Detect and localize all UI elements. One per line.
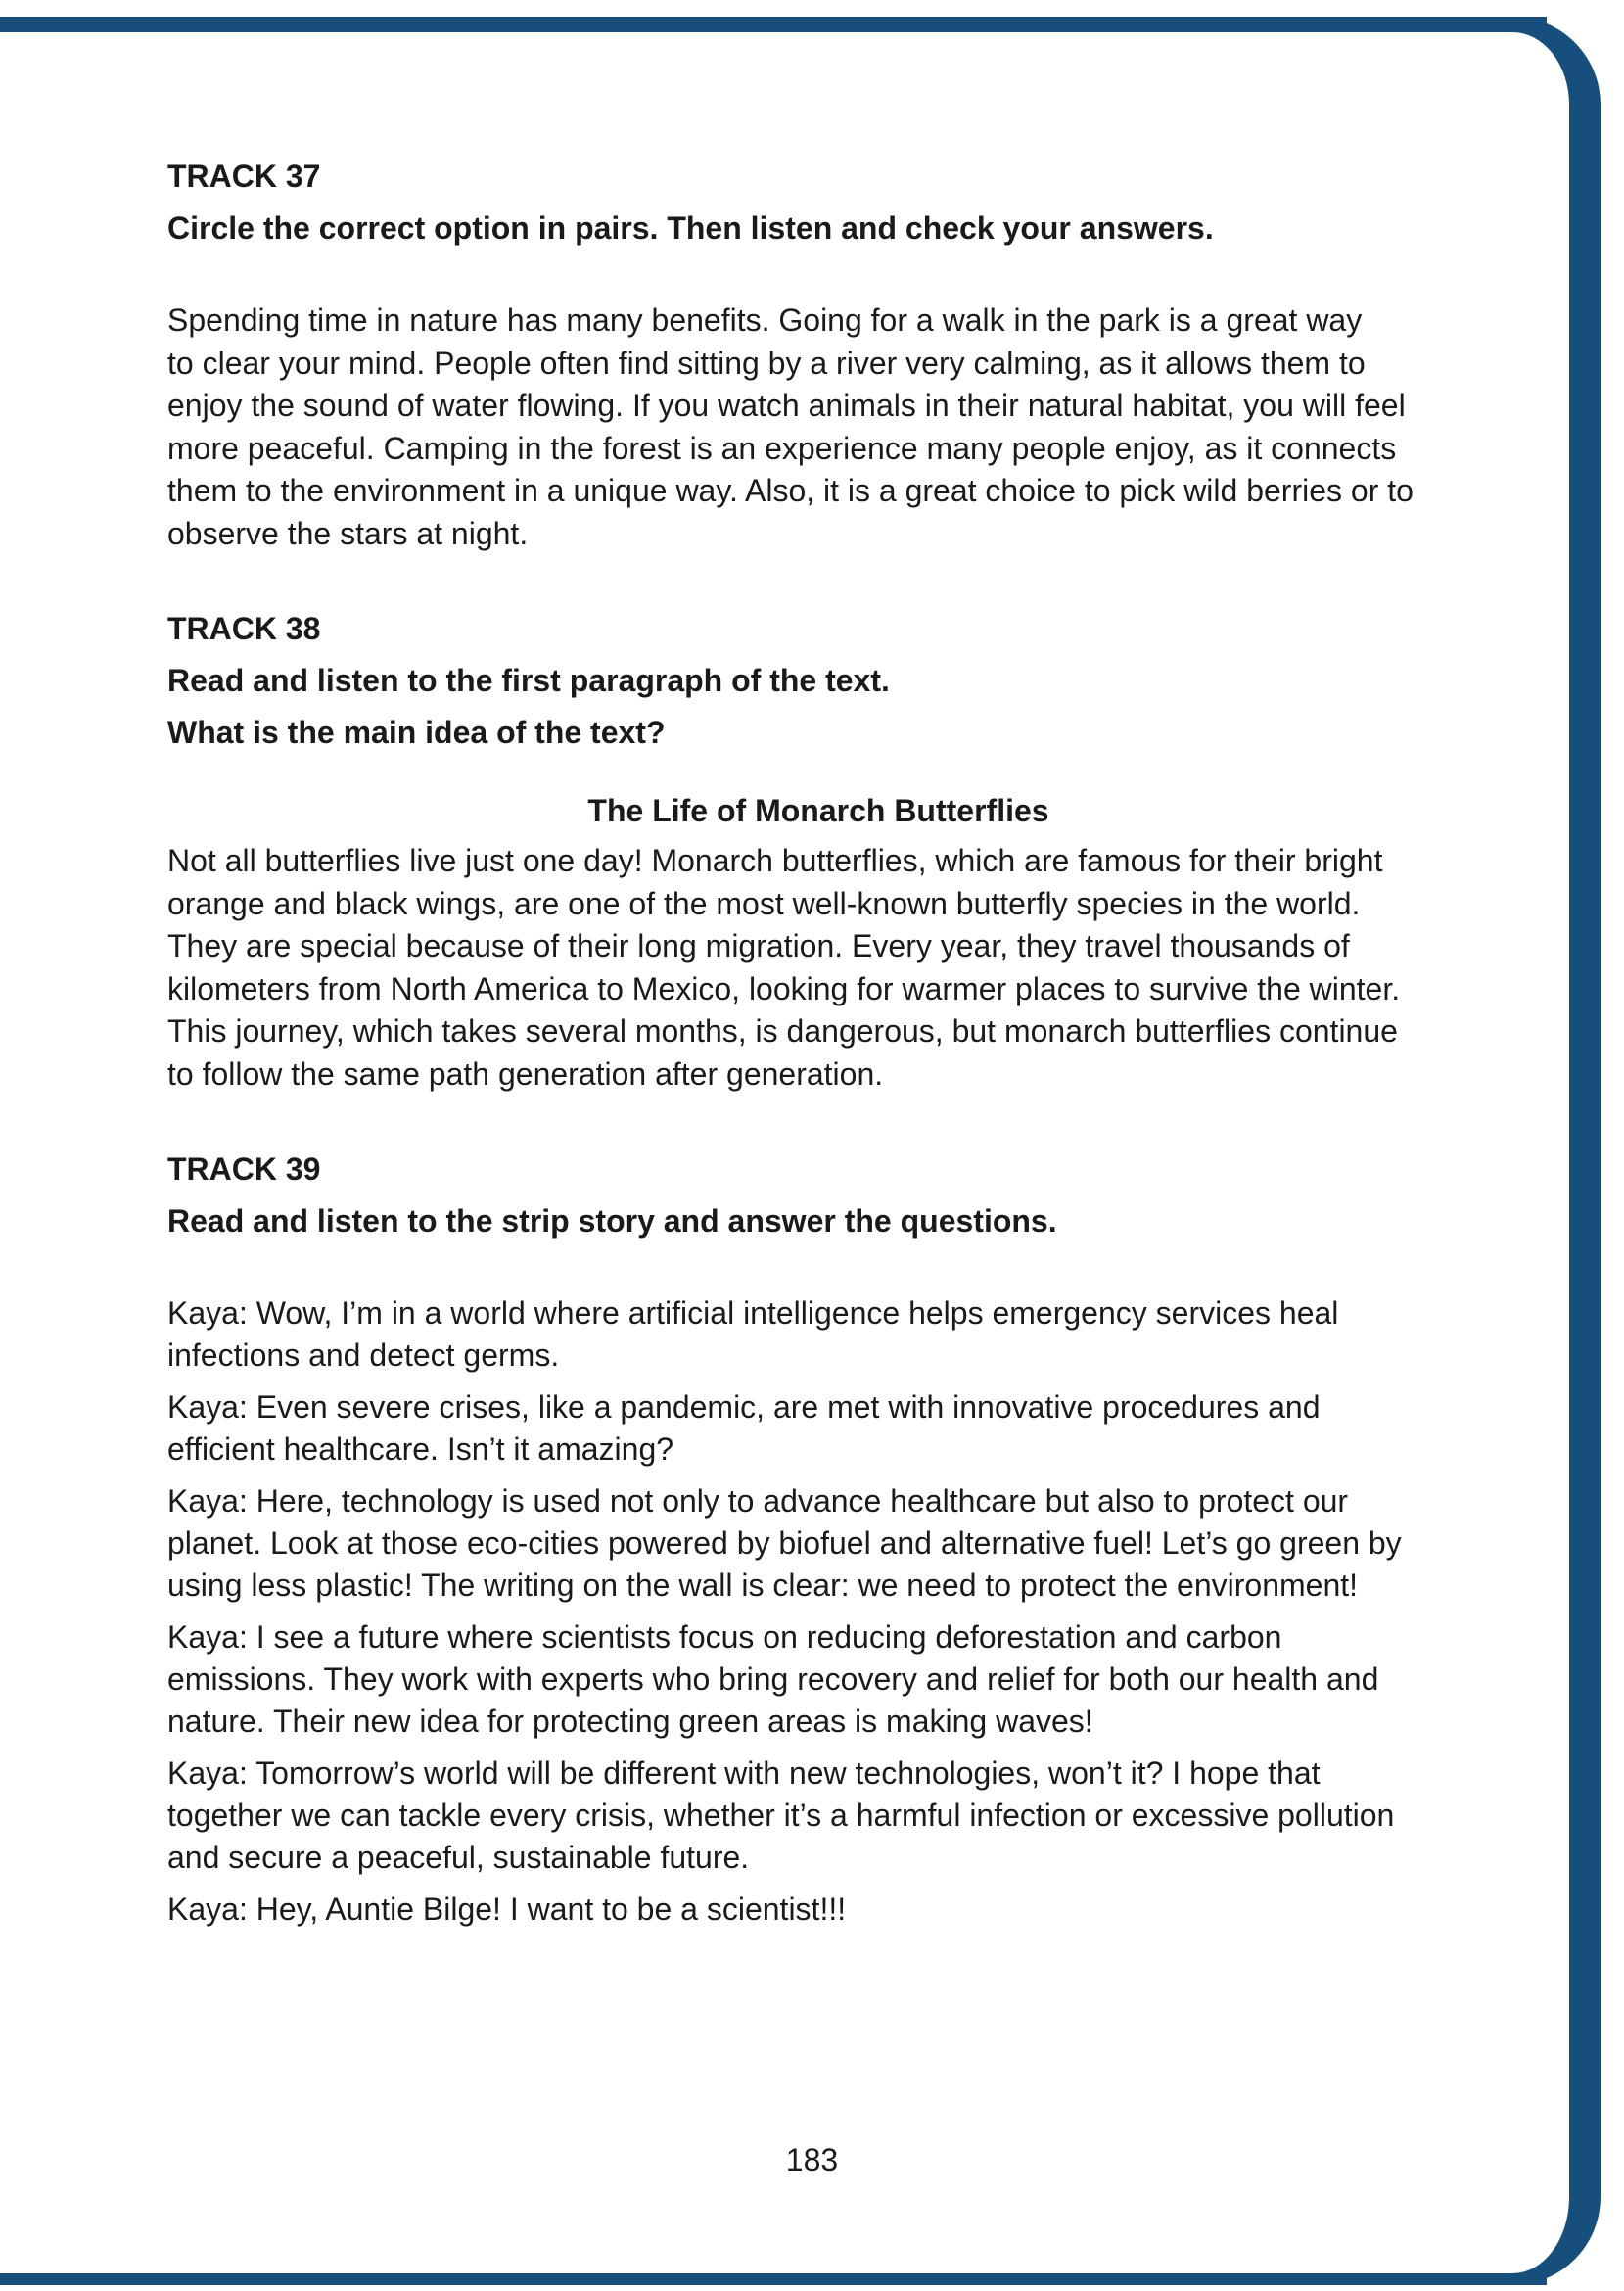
paragraph-line: enjoy the sound of water flowing. If you watch animals in their natural habitat, you will feel bbox=[167, 388, 1406, 423]
dialogue-text: and secure a peaceful, sustainable future. bbox=[167, 1840, 750, 1875]
track-heading: TRACK 39 bbox=[167, 1151, 321, 1187]
frame-top-border bbox=[0, 17, 1547, 32]
instruction: Read and listen to the strip story and answer the questions. bbox=[167, 1203, 1057, 1239]
dialogue-line bbox=[167, 1292, 1479, 1377]
dialogue-line bbox=[167, 1889, 1479, 1931]
dialogue-line bbox=[167, 1386, 1479, 1471]
paragraph-line: them to the environment in a unique way. Also, it is a great choice to pick wild berries or to bbox=[167, 473, 1414, 508]
dialogue-text: Kaya: I see a future where scientists focus on reducing deforestation and carbon bbox=[167, 1619, 1282, 1655]
paragraph-line: to clear your mind. People often find sitting by a river very calming, as it allows them to bbox=[167, 345, 1366, 381]
section-track-38 bbox=[167, 609, 1479, 1096]
dialogue-text: infections and detect germs. bbox=[167, 1337, 560, 1373]
paragraph-line: to follow the same path generation after generation. bbox=[167, 1055, 884, 1092]
dialogue-text: Kaya: Tomorrow’s world will be different with new technologies, won’t it? I hope that bbox=[167, 1755, 1321, 1791]
instruction: Read and listen to the first paragraph of the text. bbox=[167, 663, 890, 698]
dialogue-line bbox=[167, 1753, 1479, 1879]
instruction: What is the main idea of the text? bbox=[167, 715, 666, 750]
section-track-39 bbox=[167, 1149, 1479, 1931]
dialogue-text: Kaya: Even severe crises, like a pandemic, are met with innovative procedures and bbox=[167, 1389, 1321, 1425]
section-track-37 bbox=[167, 157, 1479, 555]
dialogue-text: planet. Look at those eco-cities powered by biofuel and alternative fuel! Let’s go green by bbox=[167, 1525, 1402, 1561]
frame-bottom-border bbox=[0, 2273, 1547, 2285]
paragraph-line: observe the stars at night. bbox=[167, 515, 529, 551]
frame-bottom-corner bbox=[1508, 2174, 1601, 2285]
track-heading: TRACK 37 bbox=[167, 159, 321, 194]
dialogue-line bbox=[167, 1480, 1479, 1607]
text-title: The Life of Monarch Butterflies bbox=[587, 793, 1049, 828]
paragraph-line: Spending time in nature has many benefits. Going for a walk in the park is a great way bbox=[167, 303, 1363, 338]
paragraph-line: orange and black wings, are one of the most well-known butterfly species in the world. bbox=[167, 885, 1361, 921]
page-number: 183 bbox=[785, 2142, 839, 2177]
track-heading: TRACK 38 bbox=[167, 611, 321, 646]
dialogue-text: nature. Their new idea for protecting green areas is making waves! bbox=[167, 1704, 1093, 1739]
frame-right-border bbox=[1569, 108, 1601, 2183]
dialogue-line bbox=[167, 1616, 1479, 1743]
dialogue-text: efficient healthcare. Isn’t it amazing? bbox=[167, 1431, 674, 1467]
paragraph-line: They are special because of their long migration. Every year, they travel thousands of bbox=[167, 928, 1350, 963]
dialogue-text: Kaya: Wow, I’m in a world where artificial intelligence helps emergency services heal bbox=[167, 1295, 1339, 1331]
dialogue-text: together we can tackle every crisis, whether it’s a harmful infection or excessive pollution bbox=[167, 1798, 1395, 1833]
paragraph-line: Not all butterflies live just one day! Monarch butterflies, which are famous for their bright bbox=[167, 843, 1383, 878]
paragraph-line: more peaceful. Camping in the forest is an experience many people enjoy, as it connects bbox=[167, 430, 1397, 466]
dialogue-text: using less plastic! The writing on the wall is clear: we need to protect the environment! bbox=[167, 1567, 1359, 1603]
instruction: Circle the correct option in pairs. Then listen and check your answers. bbox=[167, 210, 1214, 246]
page-content bbox=[167, 157, 1479, 1931]
paragraph-line: This journey, which takes several months, is dangerous, but monarch butterflies continue bbox=[167, 1013, 1398, 1049]
dialogue-text: emissions. They work with experts who bring recovery and relief for both our health and bbox=[167, 1661, 1379, 1697]
dialogue-text: Kaya: Hey, Auntie Bilge! I want to be a scientist!!! bbox=[167, 1892, 847, 1927]
dialogue-text: Kaya: Here, technology is used not only to advance healthcare but also to protect our bbox=[167, 1483, 1349, 1519]
paragraph-line: kilometers from North America to Mexico, looking for warmer places to survive the winter. bbox=[167, 970, 1401, 1006]
